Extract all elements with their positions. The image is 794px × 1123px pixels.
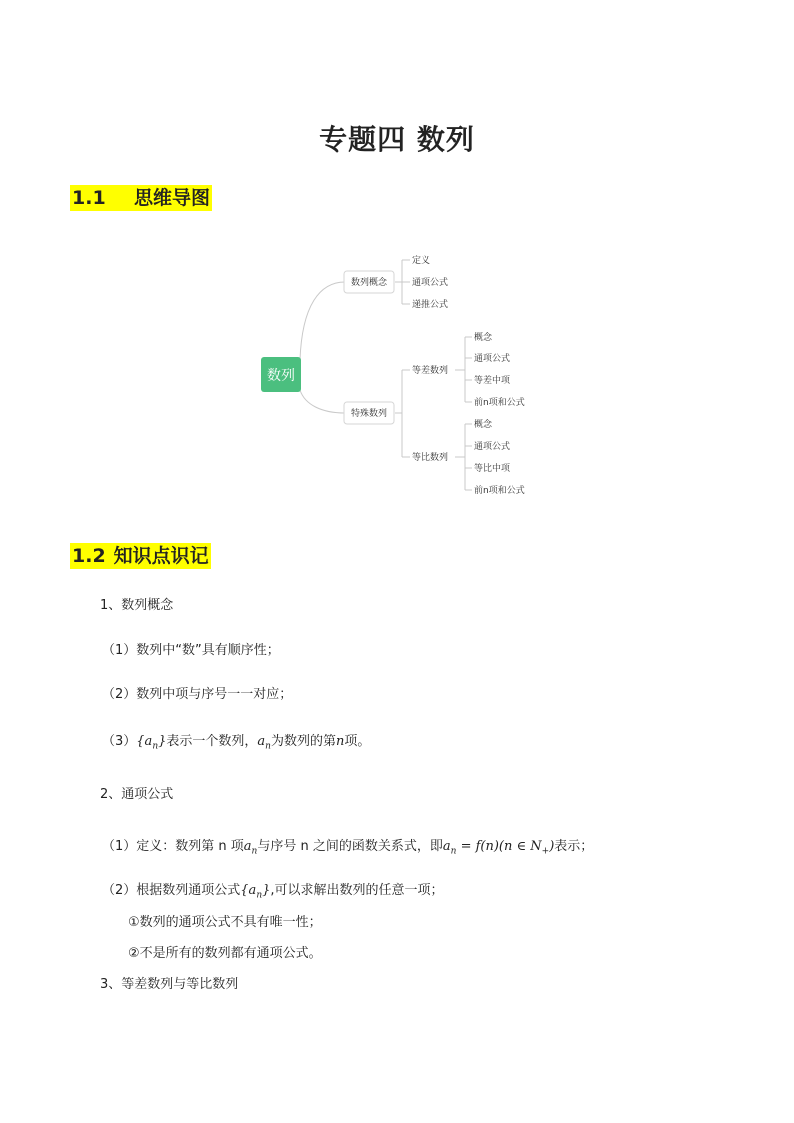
paragraph-formula-usage — [102, 882, 444, 905]
mindmap-concept-label: 数列概念 — [350, 278, 388, 288]
section-label: 知识点识记 — [113, 545, 209, 567]
page-title: 专题四 数列 — [319, 123, 475, 156]
mindmap-geo-item: 等比中项 — [474, 464, 511, 474]
text-fragment: 与序号 n 之间的函数关系式，即 — [257, 839, 443, 854]
term-index: n — [335, 734, 345, 749]
mindmap-concept-item: 定义 — [412, 256, 431, 266]
connector-root-special — [300, 390, 345, 413]
sequence-term-formula: $a_n$ — [257, 734, 271, 752]
section-number: 1.1 — [72, 187, 106, 209]
section-heading-knowledge — [70, 543, 211, 569]
text-fragment: （1）定义：数列第 n 项 — [102, 839, 244, 854]
mindmap-arith-item: 通项公式 — [474, 354, 511, 364]
text-fragment: 为数列的第 — [270, 734, 336, 749]
paragraph: （2）数列中项与序号一一对应； — [102, 687, 293, 702]
paragraph-definition — [102, 838, 593, 861]
general-term-formula: $a_n = f(n)(n$ ∈ $N_+$) — [442, 839, 555, 857]
mindmap-arith-item: 前n项和公式 — [474, 398, 525, 408]
connector-special — [395, 370, 410, 457]
paragraph: ②不是所有的数列都有通项公式。 — [128, 946, 322, 961]
mindmap-geo-label: 等比数列 — [412, 453, 449, 463]
term-formula: $a_n$ — [243, 839, 258, 857]
connector-root-concept — [300, 282, 345, 360]
text-fragment: （2）根据数列通项公式 — [102, 883, 241, 898]
mindmap-concept-item: 通项公式 — [412, 278, 449, 288]
mindmap-concept-item: 递推公式 — [412, 300, 449, 310]
mindmap-geo-item: 通项公式 — [474, 442, 511, 452]
section-number: 1.2 — [72, 545, 106, 567]
text-fragment: 表示一个数列， — [166, 734, 258, 749]
section-label: 思维导图 — [134, 187, 211, 209]
text-fragment: ,可以求解出数列的任意一项； — [270, 883, 444, 898]
paragraph: 2、通项公式 — [100, 787, 174, 802]
mindmap-arith-item: 概念 — [474, 333, 493, 343]
paragraph: ①数列的通项公式不具有唯一性； — [128, 915, 322, 930]
mind-map — [250, 245, 550, 505]
mindmap-arith-item: 等差中项 — [474, 376, 511, 386]
paragraph: 1、数列概念 — [100, 598, 174, 613]
mindmap-root-label: 数列 — [267, 368, 295, 384]
sequence-set-formula: $\{a_n\}$ — [240, 883, 271, 901]
connector-concept — [395, 260, 410, 304]
mindmap-special-label: 特殊数列 — [350, 409, 388, 419]
text-fragment: 表示； — [554, 839, 594, 854]
paragraph: （1）数列中“数”具有顺序性； — [102, 643, 280, 658]
paragraph-sequence-notation — [102, 733, 370, 756]
mindmap-geo-item: 概念 — [474, 420, 493, 430]
mindmap-arith-label: 等差数列 — [412, 366, 449, 376]
mindmap-geo-item: 前n项和公式 — [474, 486, 525, 496]
connector-geo — [455, 424, 472, 490]
text-fragment: （3） — [102, 734, 137, 749]
sequence-set-formula: $\{a_n\}$ — [136, 734, 167, 752]
connector-arith — [455, 337, 472, 402]
section-heading-mindmap — [70, 185, 212, 211]
paragraph: 3、等差数列与等比数列 — [100, 977, 239, 992]
text-fragment: 项。 — [344, 734, 371, 749]
